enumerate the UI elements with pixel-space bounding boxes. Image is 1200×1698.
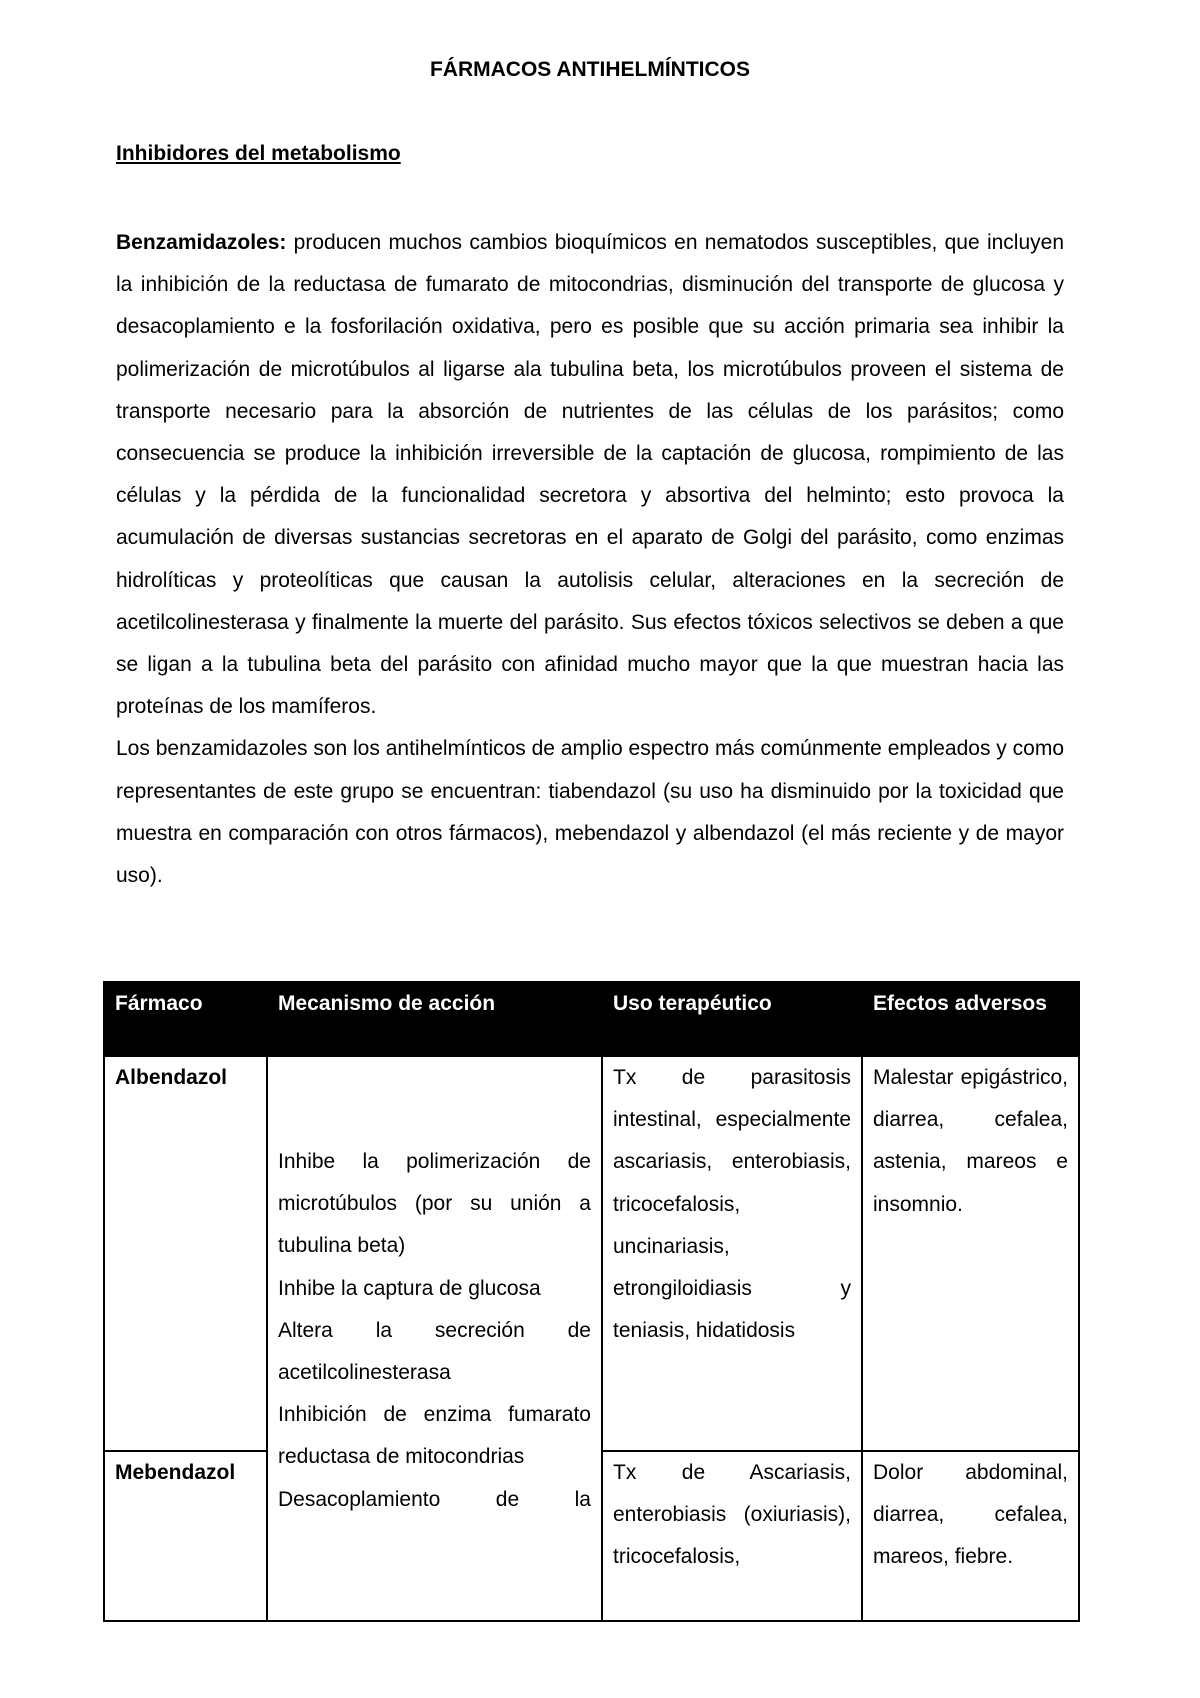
drug-table: [103, 981, 1080, 1622]
header-adverse: Efectos adversos: [862, 982, 1079, 1056]
mechanism-line: Inhibición de enzima fumarato reductasa de mitocondrias: [278, 1403, 591, 1469]
paragraph-text: producen muchos cambios bioquímicos en nematodos susceptibles, que incluyen la inhibición de la reductasa de fumarato de mitocondrias, disminución del transporte de glucosa y desacoplamiento e la fosforilación oxidativa, pero es posible que su acción primaria sea inhibir la polimerización de microtúbulos al ligarse ala tubulina beta, los microtúbulos proveen el sistema de transporte necesario para la absorción de nutrientes de las células de los parásitos; como consecuencia se produce la inhibición irreversible de la captación de glucosa, rompimiento de las células y la pérdida de la funcionalidad secretora y absortiva del helminto; esto provoca la acumulación de diversas sustancias secretoras en el aparato de Golgi del parásito, como enzimas hidrolíticas y proteolíticas que causan la autolisis celular, alteraciones en la secreción de acetilcolinesterasa y finalmente la muerte del parásito. Sus efectos tóxicos selectivos se deben a que se ligan a la tubulina beta del parásito con afinidad mucho mayor que la que muestran hacia las proteínas de los mamíferos.: [116, 231, 1064, 719]
drug-name: Mebendazol: [104, 1451, 267, 1621]
paragraph-benzamidazoles: [116, 222, 1064, 728]
table-header-row: [104, 982, 1079, 1056]
mechanism-cell: [267, 1056, 602, 1621]
mechanism-line: Altera la secreción de acetilcolinesterasa: [278, 1318, 591, 1385]
header-use: Uso terapéutico: [602, 982, 862, 1056]
document-title: FÁRMACOS ANTIHELMÍNTICOS: [429, 58, 751, 81]
paragraph-lead: Benzamidazoles:: [116, 231, 287, 254]
use-cell: Tx de parasitosis intestinal, especialmente ascariasis, enterobiasis, tricocefalosis, uncinariasis, etrongiloidiasis y teniasis, hidatidosis: [602, 1056, 862, 1451]
table-row-albendazol: [104, 1056, 1079, 1451]
section-heading: Inhibidores del metabolismo: [116, 142, 401, 165]
adverse-cell: Malestar epigástrico, diarrea, cefalea, astenia, mareos e insomnio.: [862, 1056, 1079, 1451]
use-cell: Tx de Ascariasis, enterobiasis (oxiuriasis), tricocefalosis,: [602, 1451, 862, 1621]
mechanism-text: [278, 1057, 591, 1521]
mechanism-line: Inhibe la captura de glucosa: [278, 1276, 541, 1300]
drug-name: Albendazol: [104, 1056, 267, 1451]
body-text: [116, 222, 1064, 897]
header-mechanism: Mecanismo de acción: [267, 982, 602, 1056]
mechanism-line: Inhibe la polimerización de microtúbulos (por su unión a tubulina beta): [278, 1150, 591, 1258]
adverse-cell: Dolor abdominal, diarrea, cefalea, mareos, fiebre.: [862, 1451, 1079, 1621]
paragraph-representatives: Los benzamidazoles son los antihelmínticos de amplio espectro más comúnmente empleados y como representantes de este grupo se encuentran: tiabendazol (su uso ha disminuido por la toxicidad que muestra en comparación con otros fármacos), mebendazol y albendazol (el más reciente y de mayor uso).: [116, 737, 1064, 888]
mechanism-line: Desacoplamiento de la: [278, 1487, 591, 1511]
header-drug: Fármaco: [104, 982, 267, 1056]
